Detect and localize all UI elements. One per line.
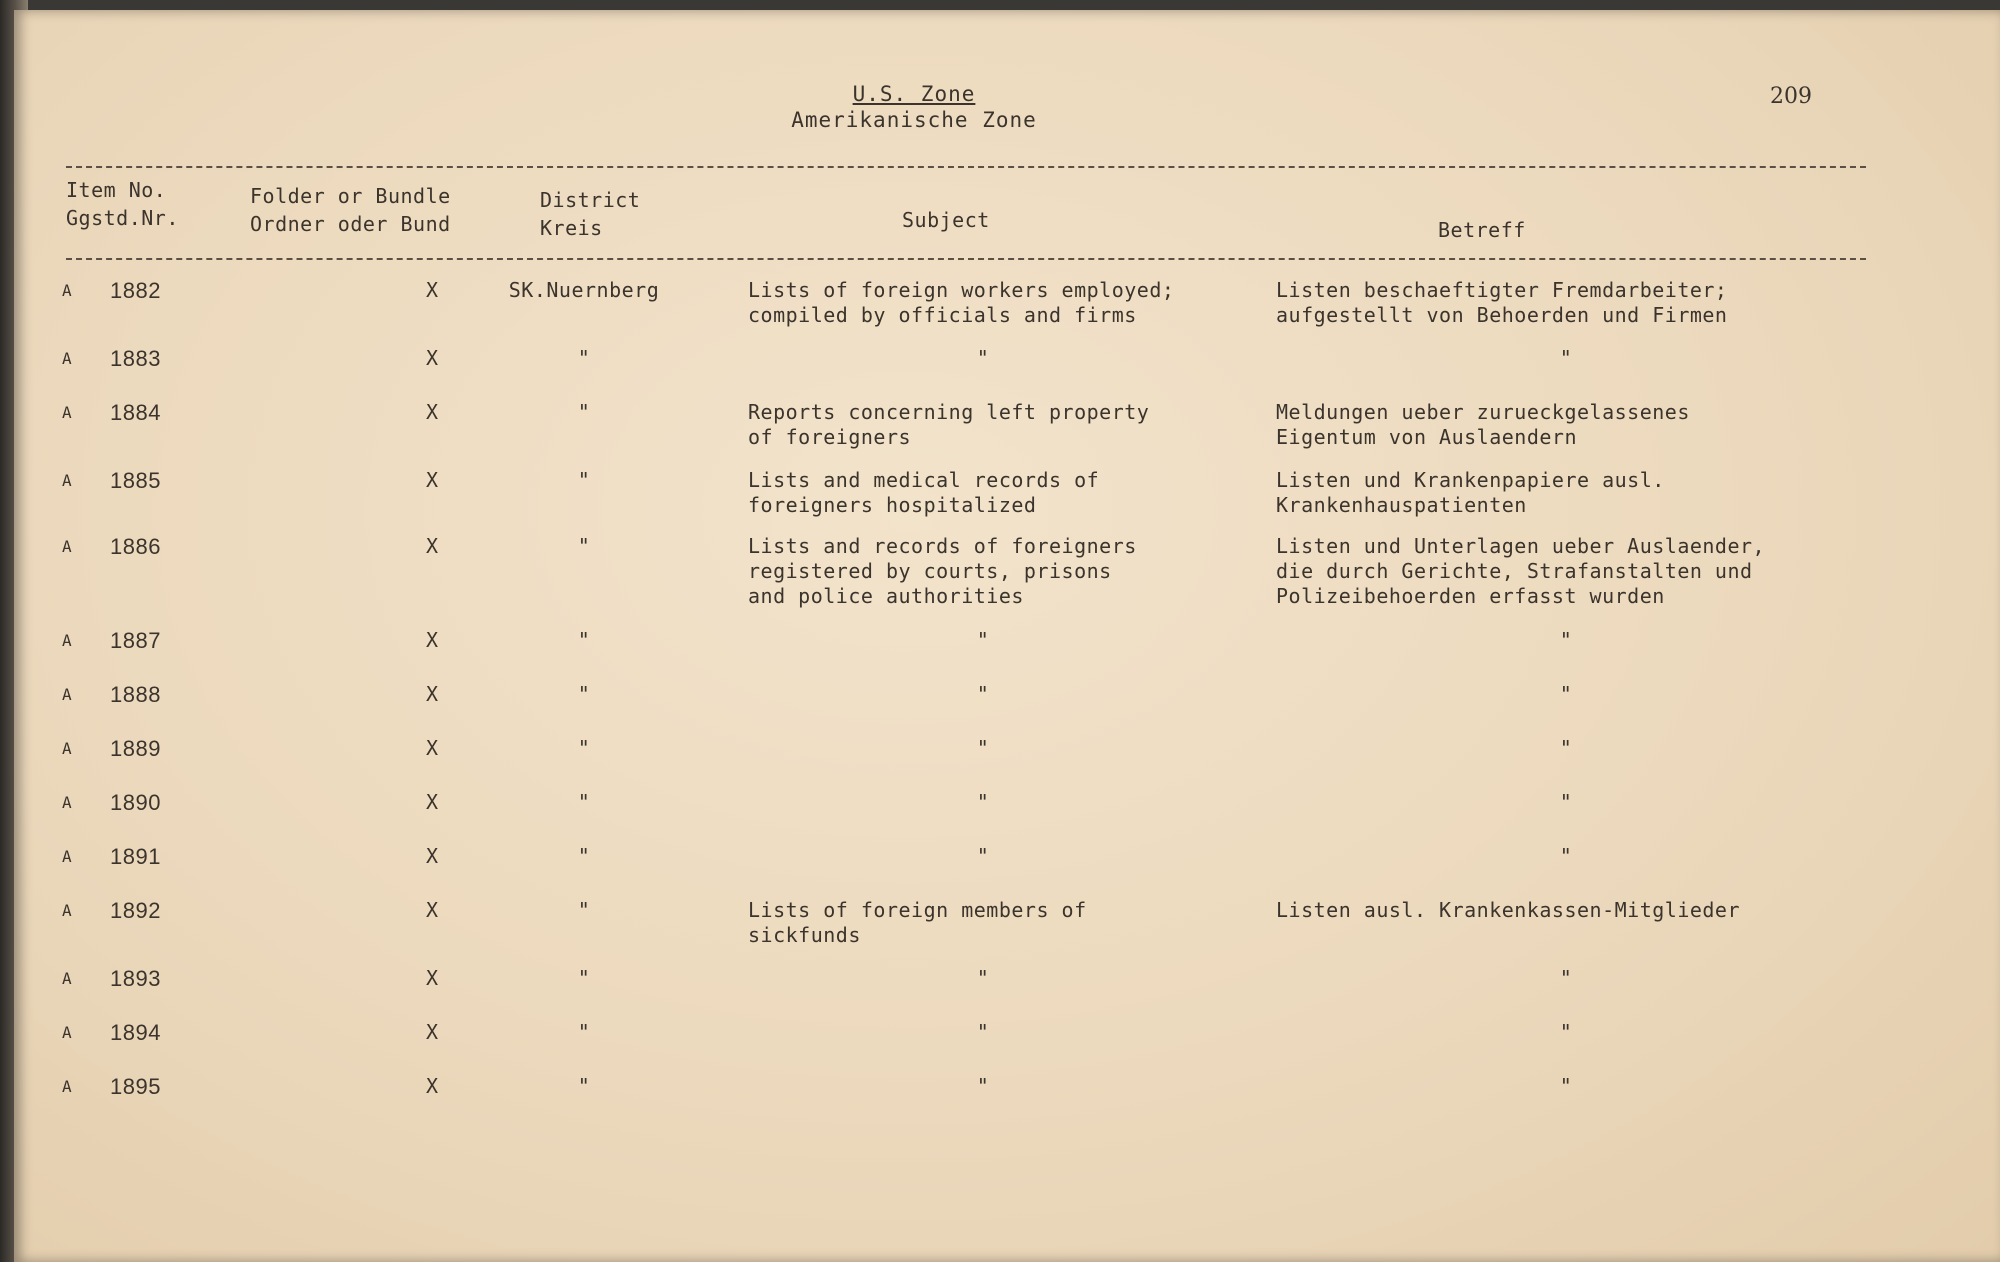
folder-mark: X	[426, 346, 439, 370]
zone-title-german: Amerikanische Zone	[791, 108, 1037, 132]
district-cell: SK.Nuernberg	[508, 278, 660, 302]
row-prefix: A	[62, 537, 73, 556]
subject-cell: "	[976, 736, 990, 760]
item-number: 1887	[110, 628, 161, 653]
page-header	[14, 82, 1814, 132]
item-number: 1888	[110, 682, 161, 707]
betreff-cell: "	[1559, 628, 1573, 652]
column-header-item-de: Ggstd.Nr.	[66, 206, 179, 230]
subject-cell: Lists and records of foreigners registered by courts, prisons and police authorities	[748, 534, 1137, 608]
district-cell: "	[577, 534, 591, 558]
folder-mark: X	[426, 1020, 439, 1044]
header-top-rule	[66, 166, 1866, 168]
folder-mark: X	[426, 400, 439, 424]
folder-mark: X	[426, 1074, 439, 1098]
column-header-item	[66, 176, 179, 232]
betreff-cell: "	[1559, 844, 1573, 868]
district-cell: "	[577, 790, 591, 814]
column-header-district-de: Kreis	[540, 216, 603, 240]
betreff-cell: Listen ausl. Krankenkassen-Mitglieder	[1276, 898, 1741, 922]
folder-mark: X	[426, 534, 439, 558]
document-page	[14, 10, 2000, 1262]
folder-mark: X	[426, 628, 439, 652]
subject-cell: "	[976, 966, 990, 990]
folder-mark: X	[426, 682, 439, 706]
row-prefix: A	[62, 403, 73, 422]
column-header-folder-de: Ordner oder Bund	[250, 212, 451, 236]
district-cell: "	[577, 346, 591, 370]
column-header-folder	[250, 182, 451, 238]
zone-title-english: U.S. Zone	[852, 82, 976, 106]
column-header-subject: Subject	[902, 208, 990, 232]
betreff-cell: "	[1559, 1074, 1573, 1098]
subject-cell: "	[976, 1074, 990, 1098]
column-header-district	[540, 186, 640, 242]
district-cell: "	[577, 628, 591, 652]
folder-mark: X	[426, 736, 439, 760]
district-cell: "	[577, 682, 591, 706]
column-header-folder-en: Folder or Bundle	[250, 184, 451, 208]
folder-mark: X	[426, 898, 439, 922]
page-number: 209	[1770, 84, 1812, 109]
row-prefix: A	[62, 631, 73, 650]
item-number: 1886	[110, 534, 161, 559]
row-prefix: A	[62, 349, 73, 368]
subject-cell: "	[976, 682, 990, 706]
folder-mark: X	[426, 278, 439, 302]
subject-cell: Reports concerning left property of foreigners	[748, 400, 1150, 449]
folder-mark: X	[426, 468, 439, 492]
header-bottom-rule	[66, 258, 1866, 260]
column-header-district-en: District	[540, 188, 641, 212]
betreff-cell: "	[1559, 790, 1573, 814]
betreff-cell: Meldungen ueber zurueckgelassenes Eigentum von Auslaendern	[1276, 400, 1690, 449]
district-cell: "	[577, 1020, 591, 1044]
district-cell: "	[577, 1074, 591, 1098]
betreff-cell: Listen und Unterlagen ueber Auslaender, die durch Gerichte, Strafanstalten und Polizeibehoerden erfasst wurden	[1276, 534, 1766, 608]
column-header-item-en: Item No.	[66, 178, 167, 202]
district-cell: "	[577, 468, 591, 492]
row-prefix: A	[62, 901, 73, 920]
item-number: 1882	[110, 278, 161, 303]
district-cell: "	[577, 736, 591, 760]
betreff-cell: "	[1559, 1020, 1573, 1044]
betreff-cell: "	[1559, 682, 1573, 706]
row-prefix: A	[62, 1023, 73, 1042]
row-prefix: A	[62, 1077, 73, 1096]
item-number: 1891	[110, 844, 161, 869]
subject-cell: "	[976, 1020, 990, 1044]
row-prefix: A	[62, 685, 73, 704]
betreff-cell: "	[1559, 346, 1573, 370]
item-number: 1884	[110, 400, 161, 425]
row-prefix: A	[62, 969, 73, 988]
item-number: 1889	[110, 736, 161, 761]
subject-cell: Lists of foreign workers employed; compiled by officials and firms	[748, 278, 1175, 327]
district-cell: "	[577, 400, 591, 424]
betreff-cell: "	[1559, 966, 1573, 990]
row-prefix: A	[62, 793, 73, 812]
item-number: 1894	[110, 1020, 161, 1045]
folder-mark: X	[426, 966, 439, 990]
subject-cell: "	[976, 628, 990, 652]
district-cell: "	[577, 966, 591, 990]
row-prefix: A	[62, 471, 73, 490]
subject-cell: Lists of foreign members of sickfunds	[748, 898, 1087, 947]
betreff-cell: "	[1559, 736, 1573, 760]
subject-cell: "	[976, 790, 990, 814]
item-number: 1885	[110, 468, 161, 493]
row-prefix: A	[62, 739, 73, 758]
subject-cell: Lists and medical records of foreigners hospitalized	[748, 468, 1100, 517]
column-header-betreff: Betreff	[1438, 218, 1526, 242]
item-number: 1893	[110, 966, 161, 991]
item-number: 1883	[110, 346, 161, 371]
folder-mark: X	[426, 790, 439, 814]
row-prefix: A	[62, 847, 73, 866]
district-cell: "	[577, 898, 591, 922]
subject-cell: "	[976, 346, 990, 370]
item-number: 1895	[110, 1074, 161, 1099]
item-number: 1890	[110, 790, 161, 815]
folder-mark: X	[426, 844, 439, 868]
betreff-cell: Listen und Krankenpapiere ausl. Krankenhauspatienten	[1276, 468, 1665, 517]
subject-cell: "	[976, 844, 990, 868]
item-number: 1892	[110, 898, 161, 923]
district-cell: "	[577, 844, 591, 868]
betreff-cell: Listen beschaeftigter Fremdarbeiter; aufgestellt von Behoerden und Firmen	[1276, 278, 1728, 327]
row-prefix: A	[62, 281, 73, 300]
